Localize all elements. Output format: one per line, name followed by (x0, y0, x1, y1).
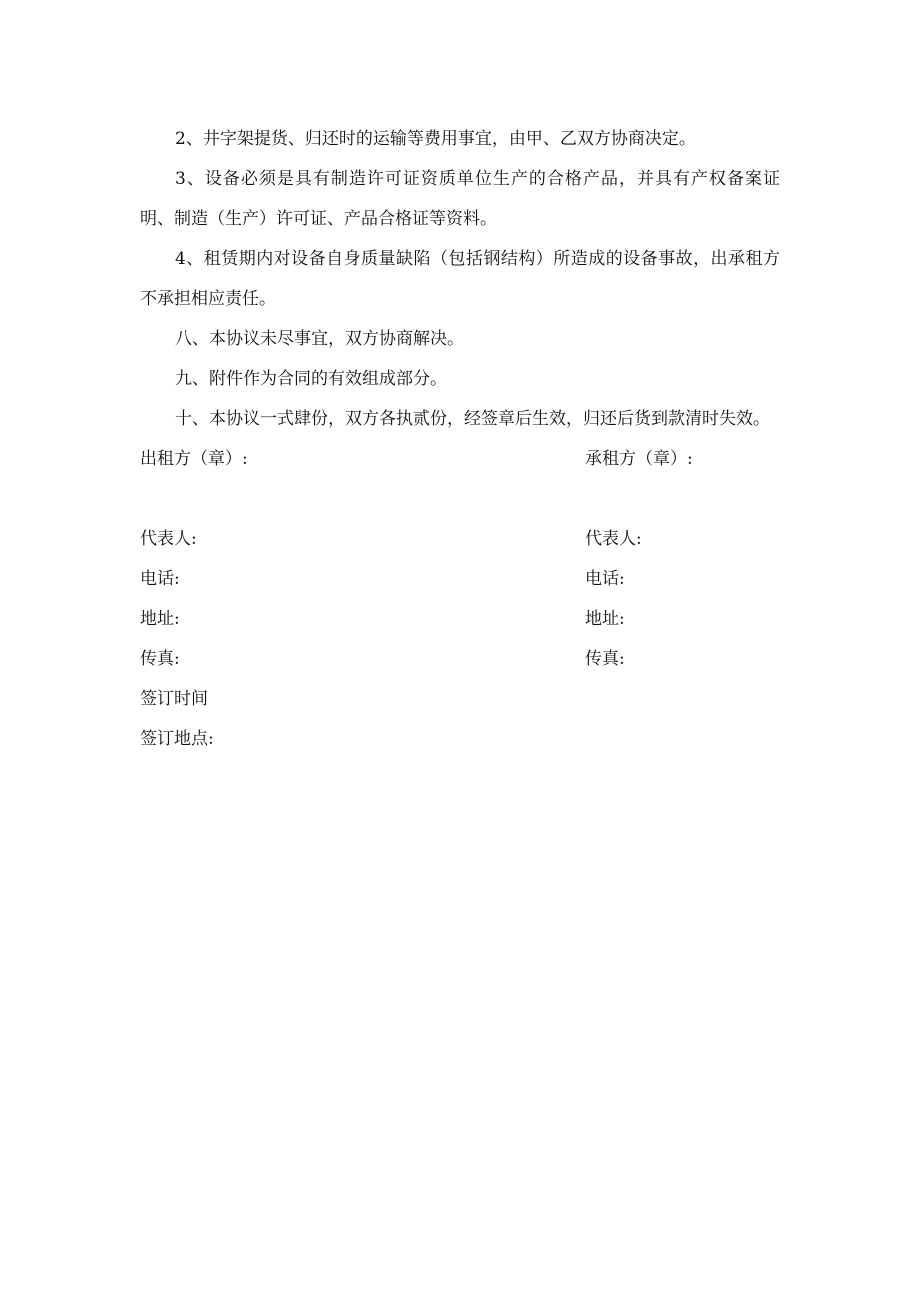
lessee-address-label: 地址: (585, 609, 625, 629)
signature-row-time (140, 679, 780, 719)
article-8: 八、本协议未尽事宜，双方协商解决。 (175, 329, 464, 349)
lessee-rep-label: 代表人: (585, 529, 642, 549)
lessor-rep-label: 代表人: (140, 529, 197, 549)
signature-row-address (140, 599, 780, 639)
sign-time-label: 签订时间 (140, 689, 208, 709)
signature-row-phone (140, 559, 780, 599)
lessee-fax-label: 传真: (585, 649, 625, 669)
lessee-seal-label: 承租方（章）: (585, 449, 693, 469)
signature-row-place (140, 719, 780, 759)
clause-4: 4、租赁期内对设备自身质量缺陷（包括钢结构）所造成的设备事故，出承租方不承担相应责任。 (140, 249, 780, 309)
article-10: 十、本协议一式肆份，双方各执贰份，经签章后生效，归还后货到款清时失效。 (175, 409, 770, 429)
signature-row-fax (140, 639, 780, 679)
lessor-fax-label: 传真: (140, 649, 180, 669)
signature-space (140, 479, 780, 519)
lessor-seal-label: 出租方（章）: (140, 449, 248, 469)
lessor-address-label: 地址: (140, 609, 180, 629)
signature-row-party (140, 439, 780, 479)
article-9: 九、附件作为合同的有效组成部分。 (175, 369, 447, 389)
signature-row-rep (140, 519, 780, 559)
lessor-phone-label: 电话: (140, 569, 180, 589)
lessee-phone-label: 电话: (585, 569, 625, 589)
sign-place-label: 签订地点: (140, 729, 214, 749)
signature-block (140, 439, 780, 759)
clause-3: 3、设备必须是具有制造许可证资质单位生产的合格产品，并具有产权备案证明、制造（生产）许可证、产品合格证等资料。 (140, 169, 780, 229)
document-body (140, 119, 780, 759)
clause-2: 2、井字架提货、归还时的运输等费用事宜，由甲、乙双方协商决定。 (175, 129, 696, 149)
